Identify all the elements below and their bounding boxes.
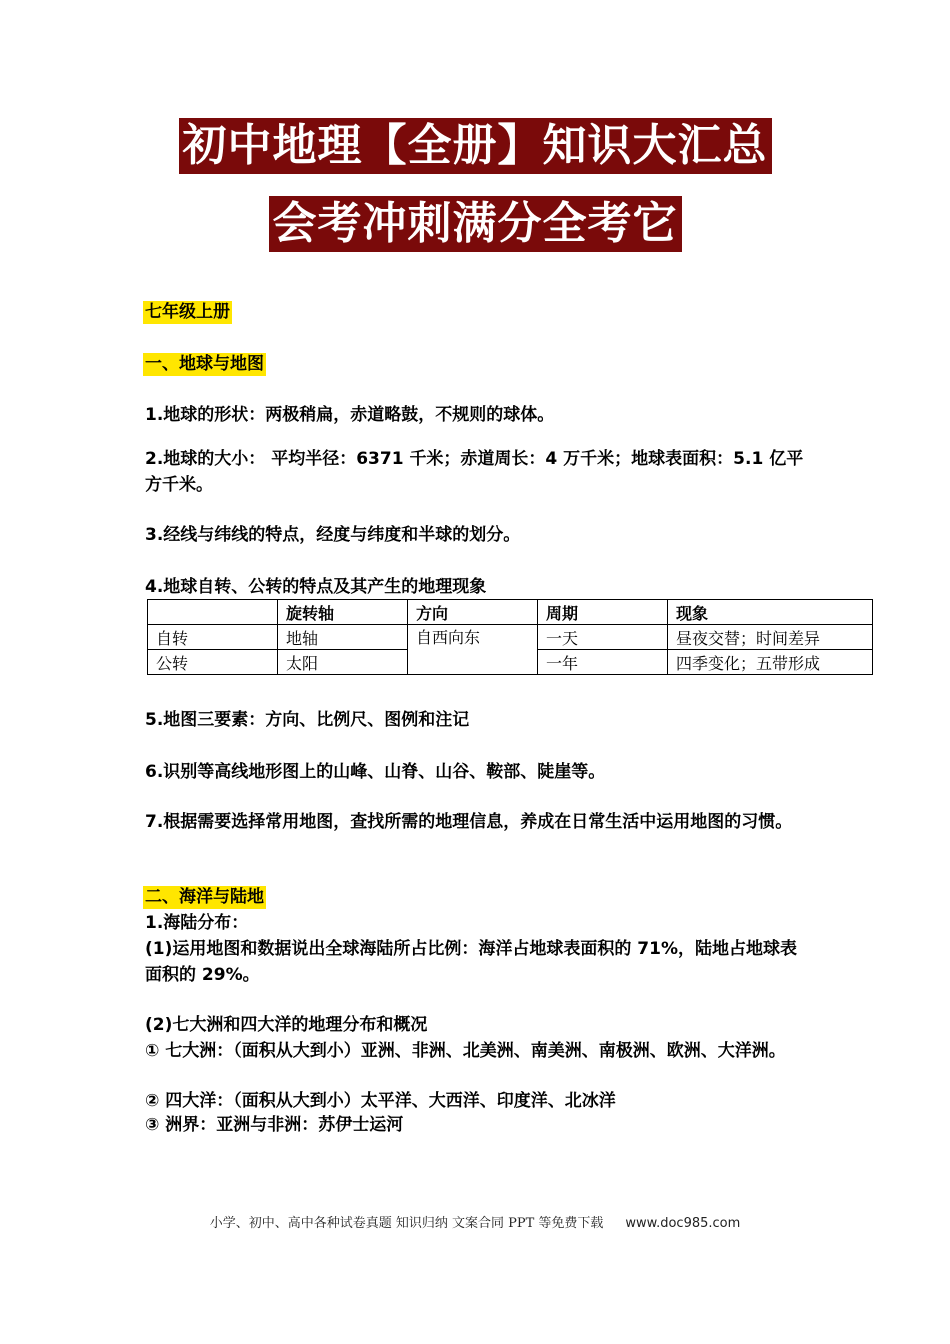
table-row — [148, 625, 873, 650]
table-header-cell: 周期 — [538, 600, 668, 625]
footer-text: 小学、初中、高中各种试卷真题 知识归纳 文案合同 PPT 等免费下载 — [209, 1216, 604, 1231]
table-cell: 一天 — [538, 625, 668, 650]
title-line-2 — [0, 196, 950, 252]
table-cell: 自转 — [148, 625, 278, 650]
section1-point-4: 4.地球自转、公转的特点及其产生的地理现象 — [145, 577, 487, 597]
section1-point-6: 6.识别等高线地形图上的山峰、山脊、山谷、鞍部、陡崖等。 — [145, 762, 606, 782]
table-cell: 太阳 — [278, 650, 408, 675]
title-text-2: 会考冲刺满分全考它 — [269, 196, 682, 252]
page-footer — [0, 1212, 950, 1231]
table-cell: 地轴 — [278, 625, 408, 650]
section1-point-1: 1.地球的形状：两极稍扁，赤道略鼓，不规则的球体。 — [145, 405, 555, 425]
section1-point-5: 5.地图三要素：方向、比例尺、图例和注记 — [145, 710, 470, 730]
section1-point-3: 3.经线与纬线的特点，经度与纬度和半球的划分。 — [145, 525, 521, 545]
table-cell: 自西向东 — [408, 625, 538, 675]
section2-point-4: ① 七大洲：（面积从大到小）亚洲、非洲、北美洲、南美洲、南极洲、欧洲、大洋洲。 — [145, 1041, 786, 1061]
table-cell: 四季变化；五带形成 — [668, 650, 873, 675]
title-line-1 — [0, 118, 950, 174]
table-header-cell: 现象 — [668, 600, 873, 625]
table-cell: 一年 — [538, 650, 668, 675]
section2-point-3: (2)七大洲和四大洋的地理分布和概况 — [145, 1015, 428, 1035]
table-cell: 公转 — [148, 650, 278, 675]
table-header-cell: 方向 — [408, 600, 538, 625]
section2-point-1: 1.海陆分布： — [145, 913, 249, 933]
grade-heading: 七年级上册 — [145, 302, 230, 322]
rotation-revolution-table — [147, 599, 873, 675]
section1-heading: 一、地球与地图 — [145, 354, 264, 374]
table-cell: 昼夜交替；时间差异 — [668, 625, 873, 650]
title-text-1: 初中地理【全册】知识大汇总 — [179, 118, 772, 174]
table-header-cell: 旋转轴 — [278, 600, 408, 625]
section2-heading: 二、海洋与陆地 — [145, 887, 264, 907]
section1-point-2: 2.地球的大小： 平均半径：6371 千米；赤道周长：4 万千米；地球表面积：5.1 亿平方千米。 — [145, 449, 804, 495]
table-header-row — [148, 600, 873, 625]
section2-point-6: ③ 洲界：亚洲与非洲：苏伊士运河 — [145, 1115, 404, 1135]
section2-point-2: (1)运用地图和数据说出全球海陆所占比例：海洋占地球表面积的 71%，陆地占地球表面积的 29%。 — [145, 939, 797, 985]
footer-site-link[interactable]: www.doc985.com — [625, 1216, 741, 1231]
table-header-cell — [148, 600, 278, 625]
section2-point-5: ② 四大洋：（面积从大到小）太平洋、大西洋、印度洋、北冰洋 — [145, 1091, 616, 1111]
section1-point-7: 7.根据需要选择常用地图，查找所需的地理信息，养成在日常生活中运用地图的习惯。 — [145, 812, 793, 832]
